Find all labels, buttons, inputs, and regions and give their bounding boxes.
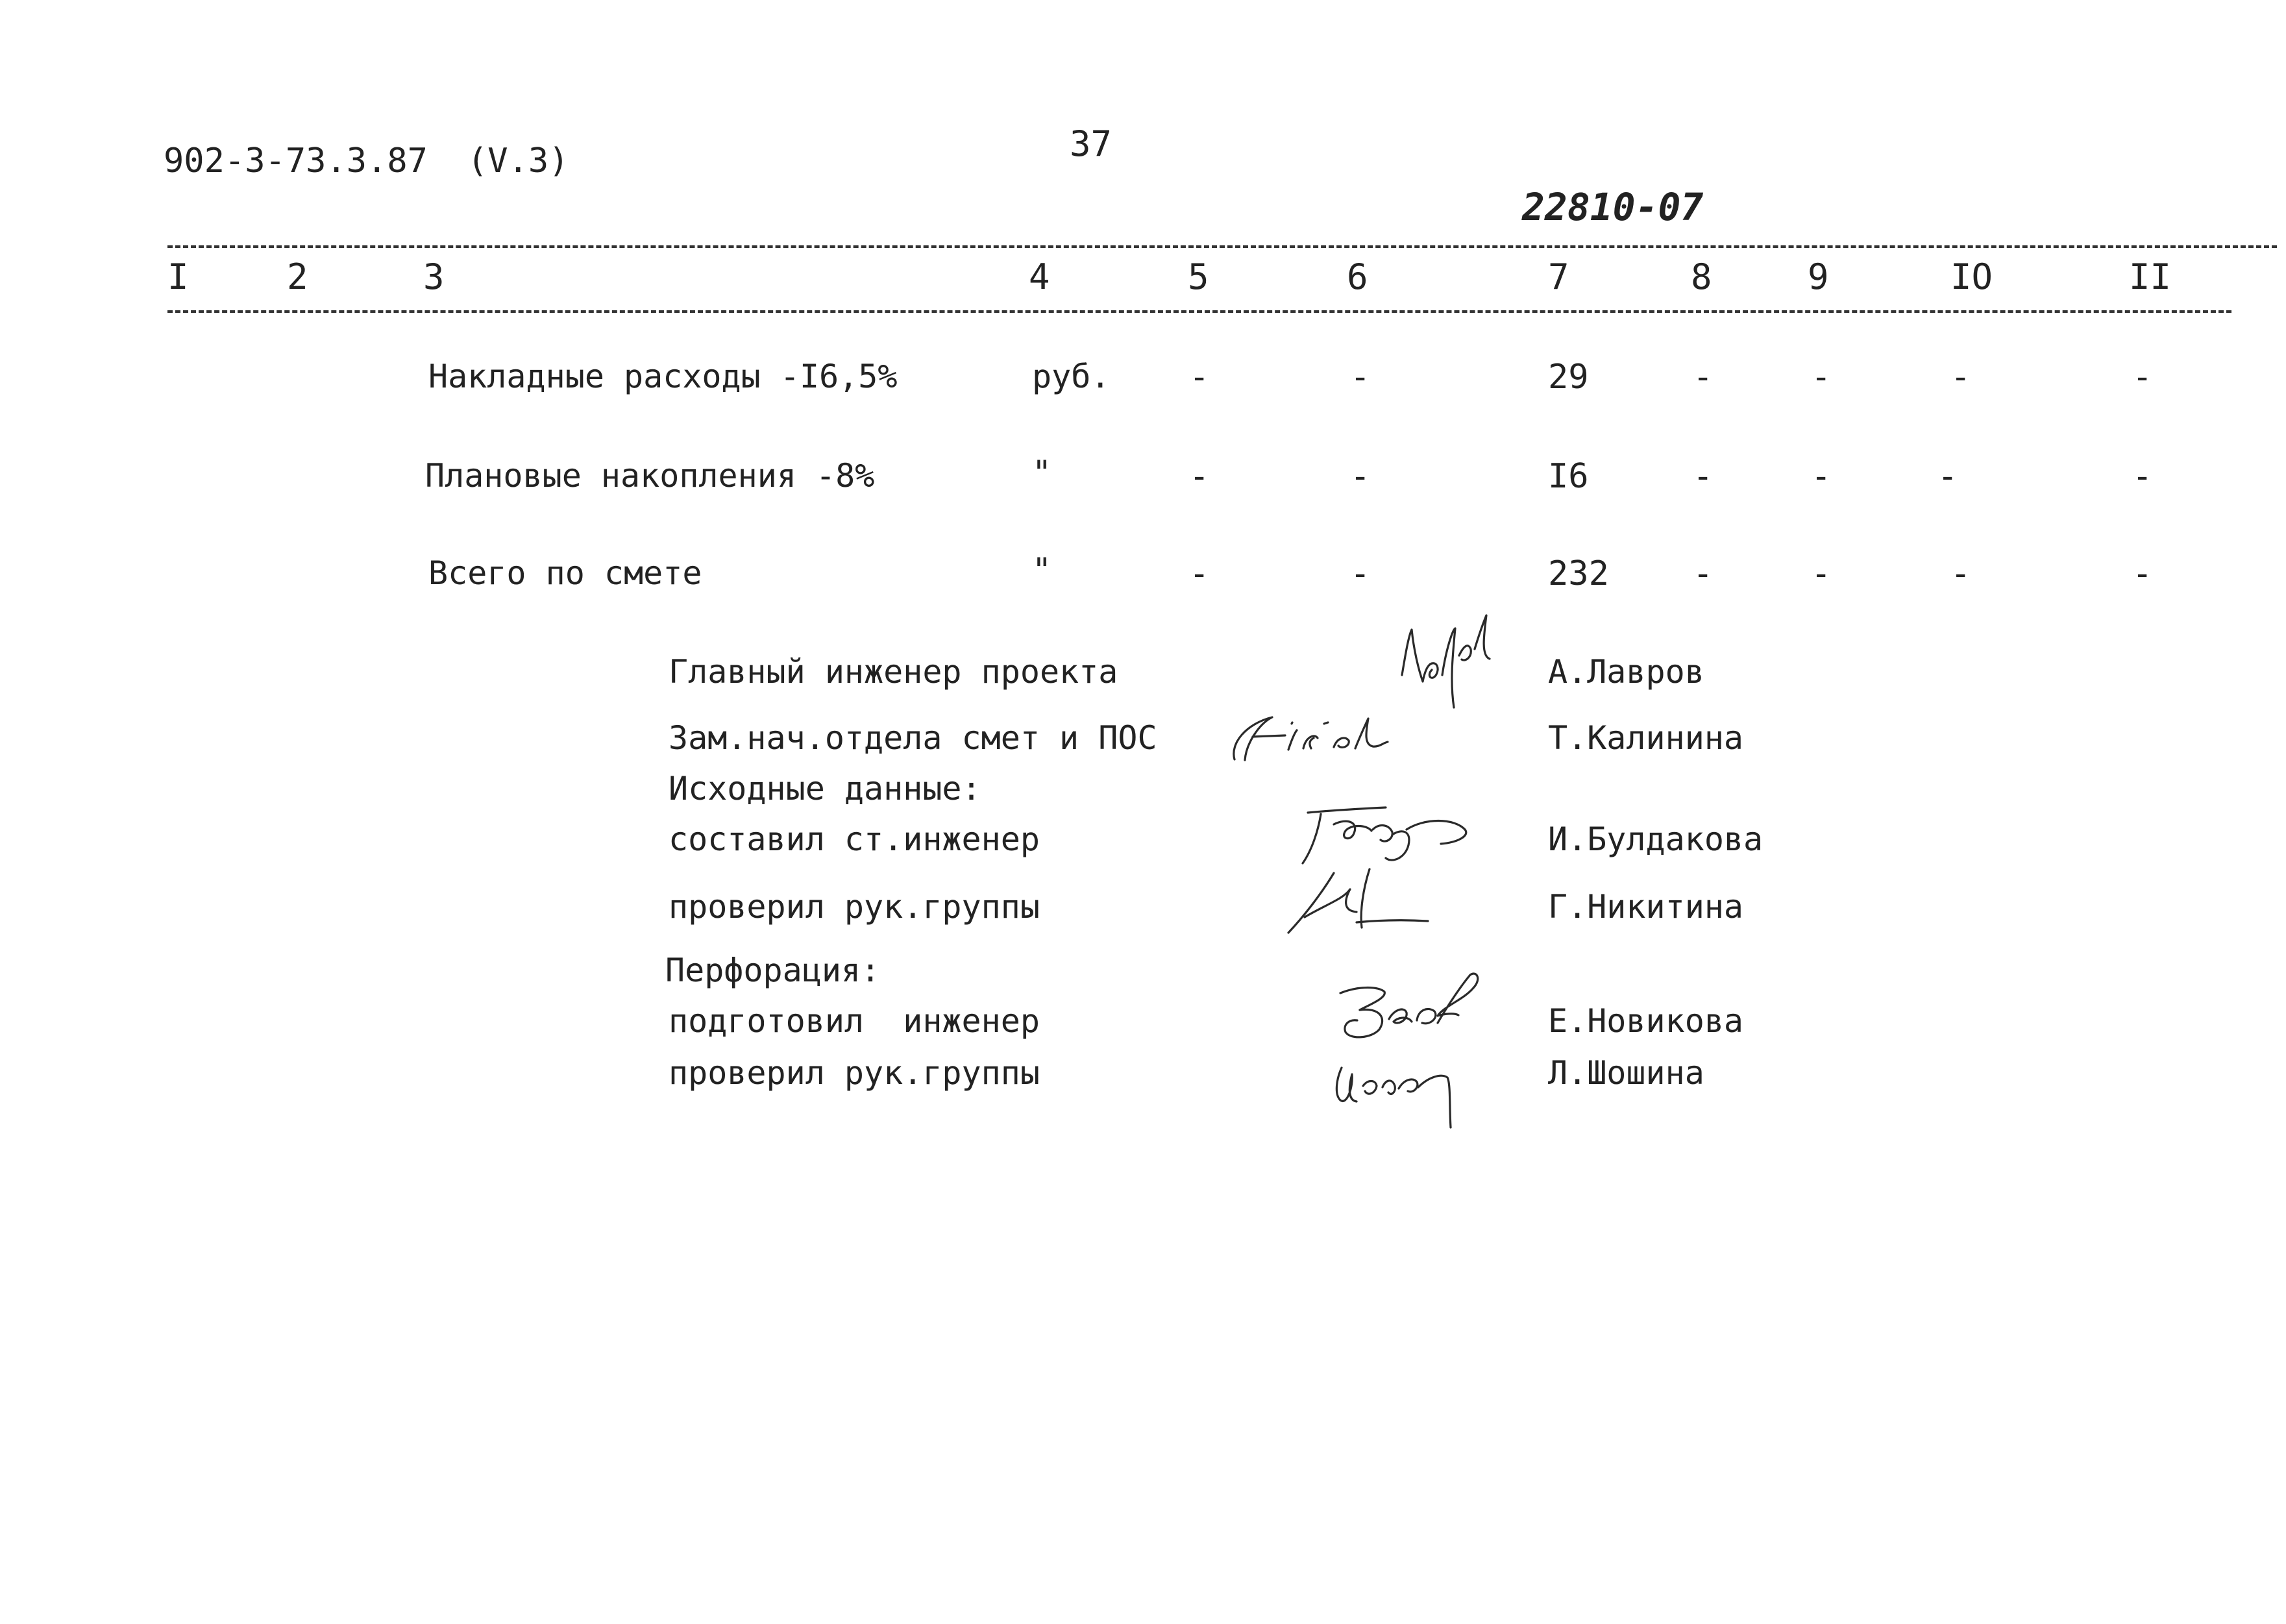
role-compiled: составил ст.инженер — [669, 820, 1040, 858]
row-unit: " — [1032, 551, 1052, 589]
row-cell-8: - — [1693, 358, 1714, 397]
header-bottom-rule — [167, 310, 2231, 313]
column-header-3: 3 — [423, 256, 445, 297]
name-checked-1: Г.Никитина — [1548, 888, 1744, 926]
name-prepared: Е.Новикова — [1548, 1002, 1744, 1040]
row-cell-10: - — [1950, 554, 1971, 593]
name-deputy-head: Т.Калинина — [1548, 719, 1744, 757]
row-unit: руб. — [1032, 358, 1111, 395]
row-cell-5: - — [1189, 554, 1210, 593]
column-header-7: 7 — [1548, 256, 1569, 297]
column-header-6: 6 — [1347, 256, 1368, 297]
column-header-2: 2 — [287, 256, 308, 297]
row-cell-9: - — [1811, 554, 1832, 593]
row-cell-10: - — [1950, 358, 1971, 397]
row-cell-5: - — [1189, 358, 1210, 397]
stamp-number: 22810-07 — [1522, 185, 1704, 229]
column-header-1: I — [167, 256, 189, 297]
volume-label: (V.3) — [467, 141, 569, 180]
role-prepared: подготовил инженер — [669, 1002, 1040, 1040]
row-cell-8: - — [1693, 554, 1714, 593]
name-compiled: И.Булдакова — [1548, 820, 1764, 858]
column-header-10: IO — [1950, 256, 1993, 297]
row-cell-11: - — [2132, 358, 2153, 397]
column-header-11: II — [2129, 256, 2172, 297]
document-code: 902-3-73.3.87 — [164, 141, 428, 180]
row-item-name: Накладные расходы -I6,5% — [428, 358, 898, 395]
row-cell-5: - — [1189, 457, 1210, 496]
row-cell-6: - — [1350, 358, 1371, 397]
name-chief-engineer: А.Лавров — [1548, 653, 1704, 691]
row-cell-6: - — [1350, 457, 1371, 496]
column-header-5: 5 — [1188, 256, 1209, 297]
role-chief-engineer: Главный инженер проекта — [669, 653, 1118, 691]
handwritten-signature-nikitina — [1272, 860, 1441, 938]
row-cell-11: - — [2132, 554, 2153, 593]
role-checked-1: проверил рук.группы — [669, 888, 1040, 926]
header-top-rule — [167, 245, 2277, 248]
source-data-heading: Исходные данные: — [669, 770, 981, 807]
row-cell-8: - — [1693, 457, 1714, 496]
column-header-8: 8 — [1691, 256, 1712, 297]
row-cell-7: I6 — [1548, 457, 1589, 496]
row-item-name: Всего по смете — [428, 554, 702, 592]
handwritten-signature-kalinina — [1227, 704, 1415, 769]
page-number: 37 — [1070, 123, 1112, 164]
row-unit: " — [1032, 454, 1052, 491]
perforation-heading: Перфорация: — [665, 952, 881, 989]
row-cell-10: - — [1937, 457, 1958, 496]
row-cell-7: 29 — [1548, 358, 1589, 397]
row-cell-11: - — [2132, 457, 2153, 496]
row-cell-9: - — [1811, 358, 1832, 397]
row-item-name: Плановые накопления -8% — [425, 457, 875, 495]
name-checked-2: Л.Шошина — [1548, 1054, 1704, 1092]
column-header-9: 9 — [1808, 256, 1829, 297]
row-cell-6: - — [1350, 554, 1371, 593]
handwritten-signature-novikova — [1334, 967, 1496, 1052]
column-header-4: 4 — [1029, 256, 1050, 297]
role-checked-2: проверил рук.группы — [669, 1054, 1040, 1092]
row-cell-7: 232 — [1548, 554, 1609, 593]
role-deputy-head: Зам.нач.отдела смет и ПОС — [669, 719, 1157, 757]
row-cell-9: - — [1811, 457, 1832, 496]
handwritten-signature-shoshina — [1327, 1048, 1522, 1139]
